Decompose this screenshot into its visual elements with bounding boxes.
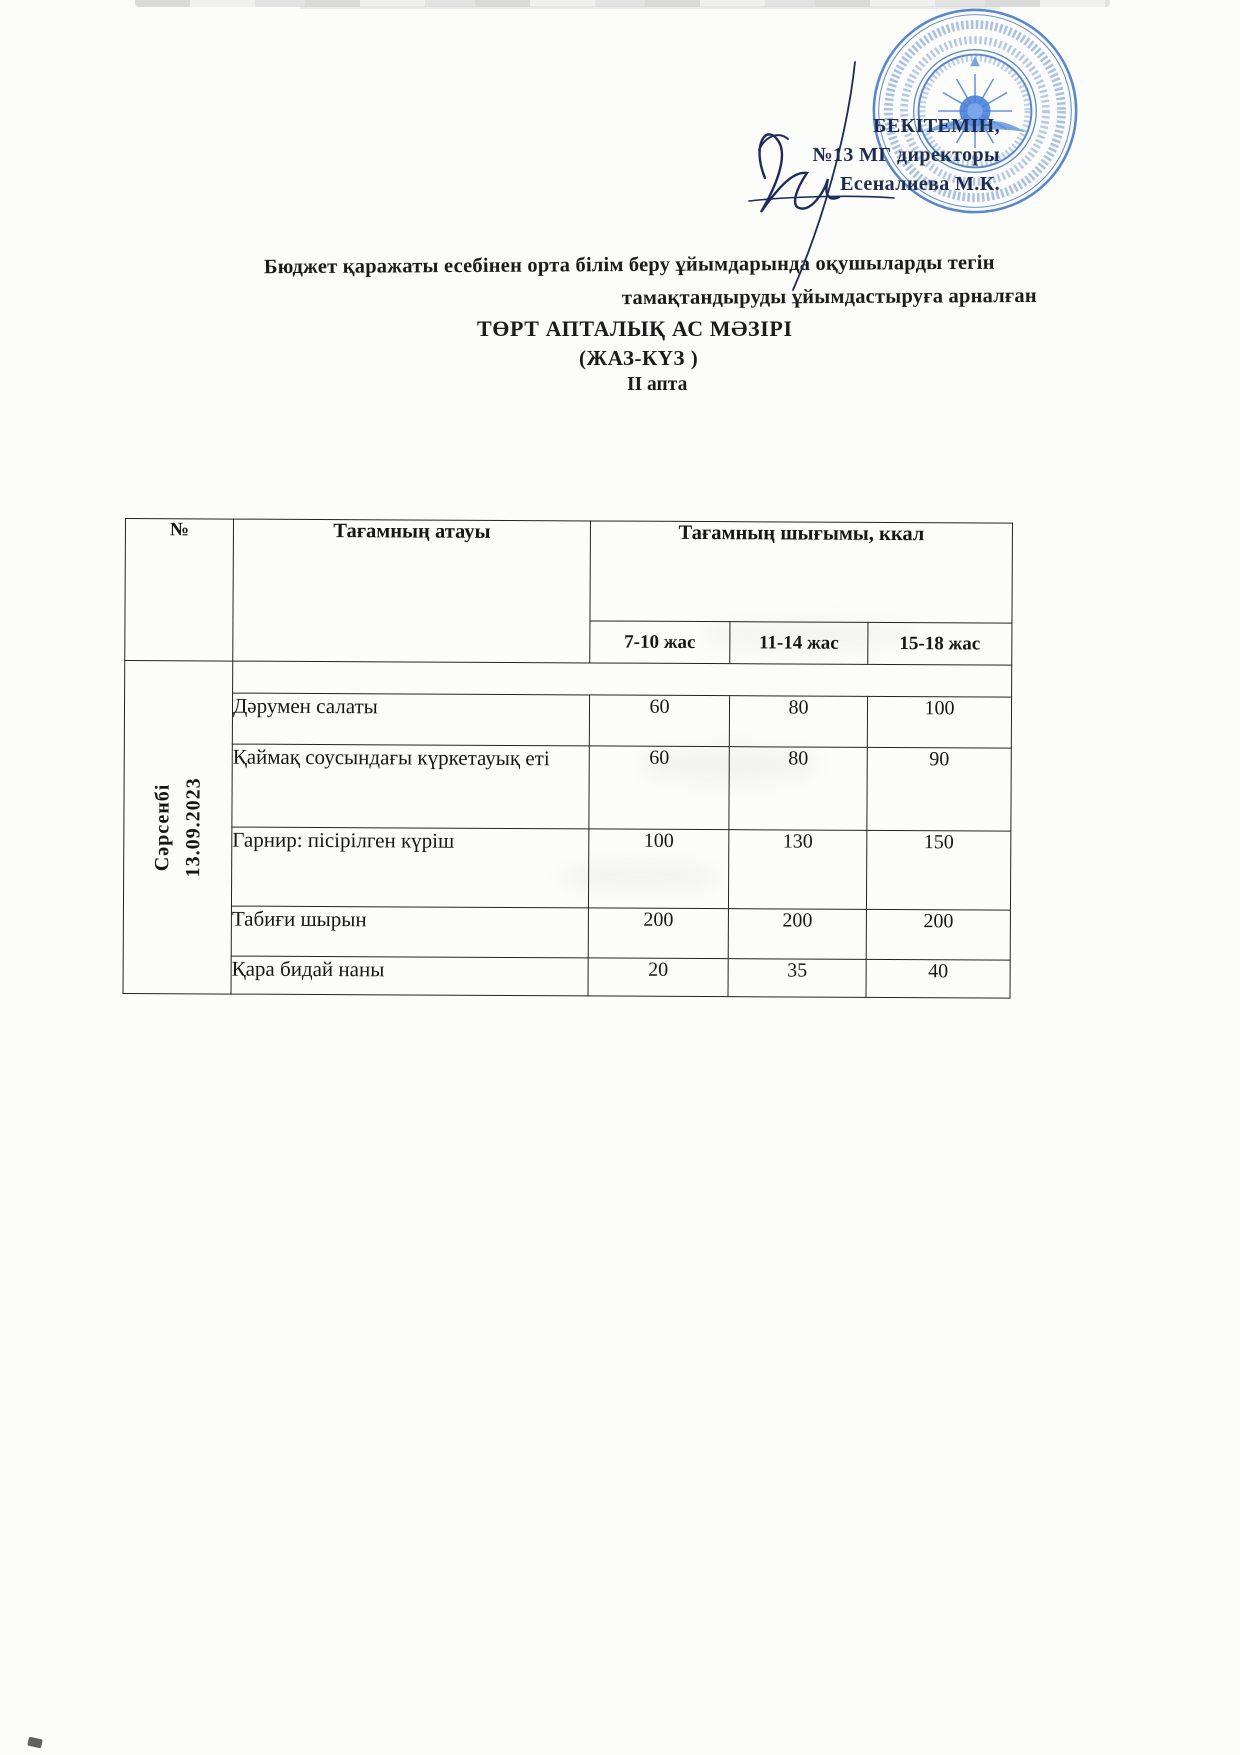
- dish-name: Қаймақ соусындағы күркетауық еті: [232, 744, 589, 829]
- spacer-row: [125, 661, 1012, 698]
- calorie-value: 35: [728, 959, 866, 998]
- calorie-value: 60: [589, 695, 729, 747]
- menu-row: [124, 743, 1011, 831]
- calorie-value: 200: [728, 909, 866, 960]
- menu-table: [123, 518, 1013, 999]
- calorie-value: 100: [588, 829, 728, 909]
- day-label: [147, 777, 210, 877]
- calorie-value: 130: [728, 830, 866, 910]
- approval-heading: БЕКІТЕМІН,: [873, 115, 1000, 137]
- day-name: Сәрсенбі: [150, 783, 174, 872]
- calorie-value: 100: [867, 696, 1011, 748]
- intro-line-2: тамақтандыруды ұйымдастыруға арналған: [621, 284, 1037, 310]
- calorie-value: 20: [588, 958, 728, 997]
- approval-block: [812, 112, 1000, 199]
- approval-name: Есеналиева М.К.: [840, 173, 1000, 195]
- calorie-value: 200: [588, 908, 728, 959]
- calorie-value: 150: [866, 830, 1010, 910]
- week-label: II апта: [627, 374, 688, 395]
- calorie-value: 40: [866, 959, 1010, 998]
- col-header-output: Тағамның шығымы, ккал: [590, 521, 1013, 623]
- age-group-header: 15-18 жас: [868, 622, 1012, 665]
- menu-row: [123, 905, 1010, 960]
- intro-line-1: Бюджет қаражаты есебінен орта білім беру ұйымдарында оқушыларды тегін: [263, 251, 995, 279]
- day-cell: [123, 661, 233, 995]
- calorie-value: 60: [589, 746, 729, 830]
- table-header-row: [125, 519, 1013, 624]
- day-date: 13.09.2023: [181, 777, 205, 878]
- col-header-number: №: [125, 519, 234, 662]
- approval-position: №13 МГ директоры: [812, 144, 1000, 166]
- age-group-header: 11-14 жас: [730, 622, 868, 665]
- dish-name: Қара бидай наны: [231, 956, 588, 996]
- document-title: ТӨРТ АПТАЛЫҚ АС МӘЗІРІ: [477, 316, 793, 341]
- menu-row: [124, 693, 1011, 749]
- calorie-value: 80: [729, 747, 867, 831]
- age-group-header: 7-10 жас: [590, 621, 730, 664]
- calorie-value: 80: [729, 696, 867, 748]
- calorie-value: 200: [866, 909, 1010, 960]
- scan-speck: [27, 1737, 43, 1749]
- dish-name: Гарнир: пісірілген күріш: [231, 827, 588, 908]
- season-subtitle: (ЖАЗ-КҮЗ ): [579, 346, 699, 370]
- menu-row: [123, 826, 1010, 910]
- dish-name: Дәрумен салаты: [232, 693, 589, 746]
- dish-name: Табиғи шырын: [231, 906, 588, 958]
- calorie-value: 90: [867, 747, 1011, 831]
- spacer-cell: [233, 661, 1012, 697]
- col-header-dish: Тағамның атауы: [233, 519, 591, 663]
- menu-row: [123, 955, 1010, 998]
